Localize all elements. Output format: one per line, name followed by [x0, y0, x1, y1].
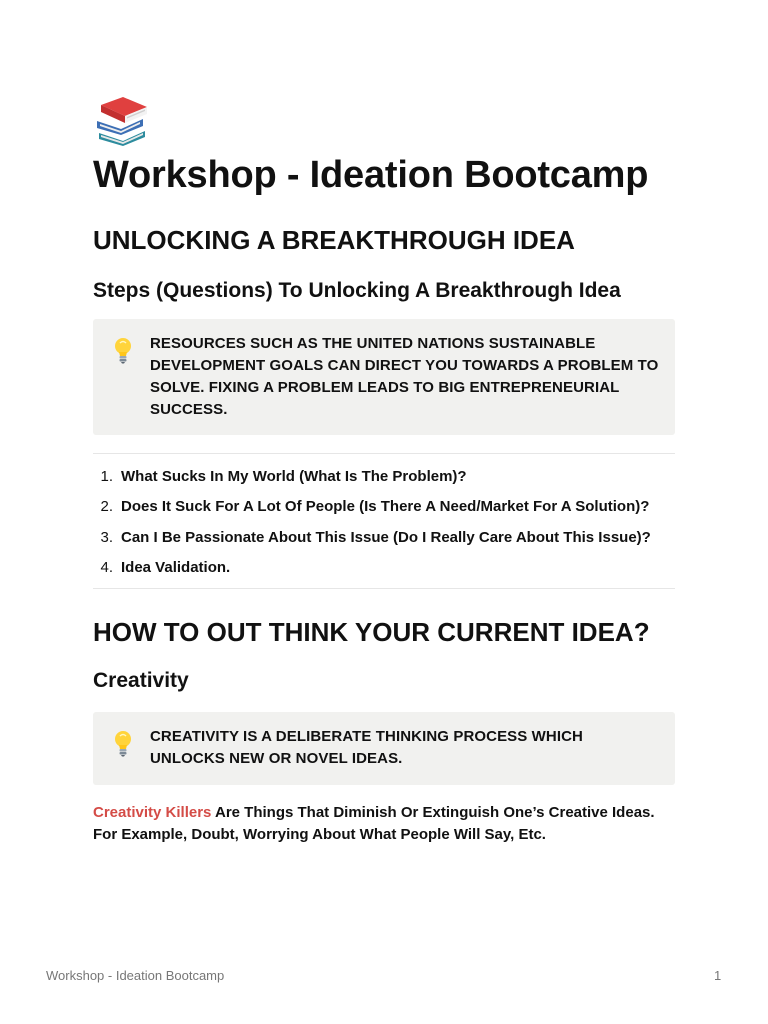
books-icon [93, 95, 149, 147]
callout-resources [93, 319, 675, 435]
steps-list [93, 461, 675, 583]
lightbulb-icon [111, 729, 135, 757]
list-item-number: 3. [100, 528, 113, 546]
callout-text: CREATIVITY IS A DELIBERATE THINKING PROCESS WHICH UNLOCKS NEW OR NOVEL IDEAS. [150, 728, 583, 767]
callout-text: RESOURCES SUCH AS THE UNITED NATIONS SUSTAINABLE DEVELOPMENT GOALS CAN DIRECT YOU TOWARDS A PROBLEM TO SOLVE. FIXING A PROBLEM LEADS TO BIG ENTREPRENEURIAL SUCCESS. [150, 335, 659, 418]
footer-page-number: 1 [714, 968, 722, 983]
paragraph-text: Are Things That Diminish Or Extinguish One’s Creative Ideas. For Example, Doubt, Worrying About What People Will Say, Etc. [93, 804, 655, 843]
highlight-creativity-killers: Creativity Killers [93, 804, 212, 821]
subheading-steps: Steps (Questions) To Unlocking A Breakthrough Idea [93, 279, 621, 302]
lightbulb-icon [111, 336, 135, 364]
document-page [93, 95, 675, 861]
steps-list-block [93, 453, 675, 589]
callout-creativity [93, 712, 675, 785]
list-item-number: 2. [100, 498, 113, 516]
creativity-killers-paragraph [93, 802, 675, 846]
list-item-text: What Sucks In My World (What Is The Problem)? [121, 467, 467, 485]
list-item [93, 553, 675, 584]
section-heading-out-think: HOW TO OUT THINK YOUR CURRENT IDEA? [93, 617, 650, 647]
list-item-number: 4. [100, 559, 113, 577]
list-item [93, 492, 675, 523]
list-item-number: 1. [100, 467, 113, 485]
footer-title: Workshop - Ideation Bootcamp [46, 968, 225, 983]
subheading-creativity: Creativity [93, 669, 189, 692]
list-item [93, 522, 675, 553]
page-title: Workshop - Ideation Bootcamp [93, 154, 649, 196]
list-item-text: Idea Validation. [121, 559, 231, 577]
list-item-text: Does It Suck For A Lot Of People (Is There A Need/Market For A Solution)? [121, 498, 650, 516]
list-item [93, 461, 675, 492]
section-heading-breakthrough: UNLOCKING A BREAKTHROUGH IDEA [93, 225, 575, 255]
list-item-text: Can I Be Passionate About This Issue (Do I Really Care About This Issue)? [121, 528, 651, 546]
